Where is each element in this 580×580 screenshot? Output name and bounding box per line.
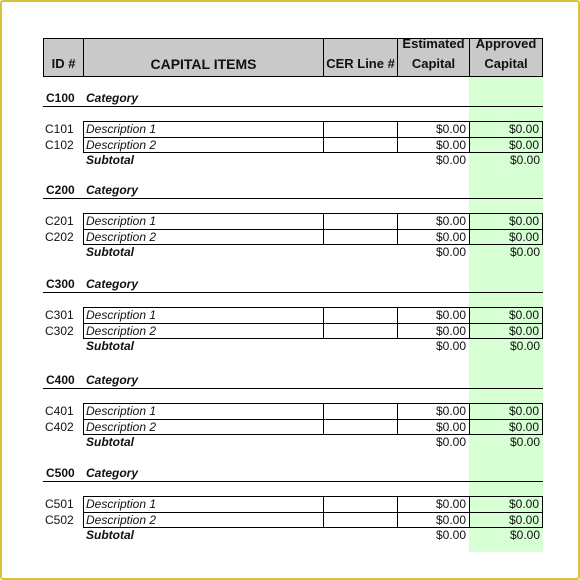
header-est-line1: Estimated [402,36,465,51]
category-divider [43,292,543,293]
approved-capital-cell[interactable]: $0.00 [469,496,543,512]
subtotal-row [43,339,543,355]
subtotal-label: Subtotal [86,339,134,353]
table-row [43,323,543,339]
header-est-line2: Capital [411,56,456,71]
subtotal-label: Subtotal [86,153,134,167]
table-row [43,213,543,229]
category-name: Category [86,373,139,387]
category-heading[interactable] [43,183,543,199]
header-approved-capital[interactable] [469,38,543,77]
approved-capital-cell[interactable]: $0.00 [469,137,543,153]
table-row [43,419,543,435]
item-code: C301 [45,308,74,322]
cer-line-cell[interactable] [323,213,397,229]
subtotal-approved[interactable]: $0.00 [509,435,540,449]
subtotal-row [43,245,543,261]
estimated-capital-cell[interactable]: $0.00 [397,229,469,245]
subtotal-approved[interactable]: $0.00 [509,339,540,353]
table-row [43,137,543,153]
header-cer-line[interactable] [323,38,397,77]
category-code: C500 [46,466,75,480]
subtotal-label: Subtotal [86,528,134,542]
header-estimated-capital[interactable] [397,38,469,77]
category-divider [43,198,543,199]
category-heading[interactable] [43,91,543,107]
header-id[interactable] [43,38,83,77]
table-row [43,403,543,419]
description-cell[interactable]: Description 1 [83,121,323,137]
item-code: C402 [45,420,74,434]
description-cell[interactable]: Description 2 [83,137,323,153]
category-code: C300 [46,277,75,291]
estimated-capital-cell[interactable]: $0.00 [397,512,469,528]
approved-capital-cell[interactable]: $0.00 [469,213,543,229]
estimated-capital-cell[interactable]: $0.00 [397,121,469,137]
header-cer-label: CER Line # [326,56,395,71]
subtotal-estimated[interactable]: $0.00 [435,153,466,167]
category-divider [43,388,543,389]
cer-line-cell[interactable] [323,512,397,528]
approved-capital-cell[interactable]: $0.00 [469,512,543,528]
header-id-label: ID # [51,56,76,71]
subtotal-approved[interactable]: $0.00 [509,245,540,259]
category-name: Category [86,277,139,291]
item-code: C201 [45,214,74,228]
subtotal-label: Subtotal [86,245,134,259]
description-cell[interactable]: Description 1 [83,403,323,419]
approved-capital-cell[interactable]: $0.00 [469,419,543,435]
category-divider [43,106,543,107]
category-code: C100 [46,91,75,105]
description-cell[interactable]: Description 1 [83,213,323,229]
description-cell[interactable]: Description 1 [83,496,323,512]
subtotal-estimated[interactable]: $0.00 [435,245,466,259]
item-code: C302 [45,324,74,338]
subtotal-estimated[interactable]: $0.00 [435,435,466,449]
cer-line-cell[interactable] [323,229,397,245]
item-code: C501 [45,497,74,511]
header-items-label: CAPITAL ITEMS [150,56,257,72]
subtotal-row [43,153,543,169]
approved-capital-cell[interactable]: $0.00 [469,323,543,339]
category-divider [43,481,543,482]
item-code: C502 [45,513,74,527]
item-code: C401 [45,404,74,418]
estimated-capital-cell[interactable]: $0.00 [397,496,469,512]
table-row [43,496,543,512]
item-code: C202 [45,230,74,244]
description-cell[interactable]: Description 1 [83,307,323,323]
description-cell[interactable]: Description 2 [83,512,323,528]
cer-line-cell[interactable] [323,307,397,323]
estimated-capital-cell[interactable]: $0.00 [397,323,469,339]
cer-line-cell[interactable] [323,121,397,137]
table-row [43,121,543,137]
header-app-line2: Capital [484,56,528,71]
table-row [43,512,543,528]
estimated-capital-cell[interactable]: $0.00 [397,137,469,153]
subtotal-estimated[interactable]: $0.00 [435,528,466,542]
estimated-capital-cell[interactable]: $0.00 [397,419,469,435]
category-name: Category [86,183,139,197]
subtotal-estimated[interactable]: $0.00 [435,339,466,353]
category-code: C400 [46,373,75,387]
category-heading[interactable] [43,277,543,293]
subtotal-row [43,528,543,544]
table-row [43,229,543,245]
category-heading[interactable] [43,466,543,482]
estimated-capital-cell[interactable]: $0.00 [397,403,469,419]
cer-line-cell[interactable] [323,323,397,339]
category-name: Category [86,91,139,105]
description-cell[interactable]: Description 2 [83,323,323,339]
header-app-line1: Approved [475,36,537,51]
item-code: C101 [45,122,74,136]
category-code: C200 [46,183,75,197]
description-cell[interactable]: Description 2 [83,419,323,435]
table-row [43,307,543,323]
approved-capital-cell[interactable]: $0.00 [469,229,543,245]
approved-capital-cell[interactable]: $0.00 [469,307,543,323]
subtotal-approved[interactable]: $0.00 [509,528,540,542]
estimated-capital-cell[interactable]: $0.00 [397,213,469,229]
header-capital-items[interactable] [83,38,323,77]
category-name: Category [86,466,139,480]
cer-line-cell[interactable] [323,419,397,435]
description-cell[interactable]: Description 2 [83,229,323,245]
table-header [43,38,543,77]
cer-line-cell[interactable] [323,403,397,419]
approved-capital-cell[interactable]: $0.00 [469,403,543,419]
approved-capital-cell[interactable]: $0.00 [469,121,543,137]
category-heading[interactable] [43,373,543,389]
subtotal-approved[interactable]: $0.00 [509,153,540,167]
cer-line-cell[interactable] [323,137,397,153]
estimated-capital-cell[interactable]: $0.00 [397,307,469,323]
item-code: C102 [45,138,74,152]
cer-line-cell[interactable] [323,496,397,512]
subtotal-row [43,435,543,451]
subtotal-label: Subtotal [86,435,134,449]
